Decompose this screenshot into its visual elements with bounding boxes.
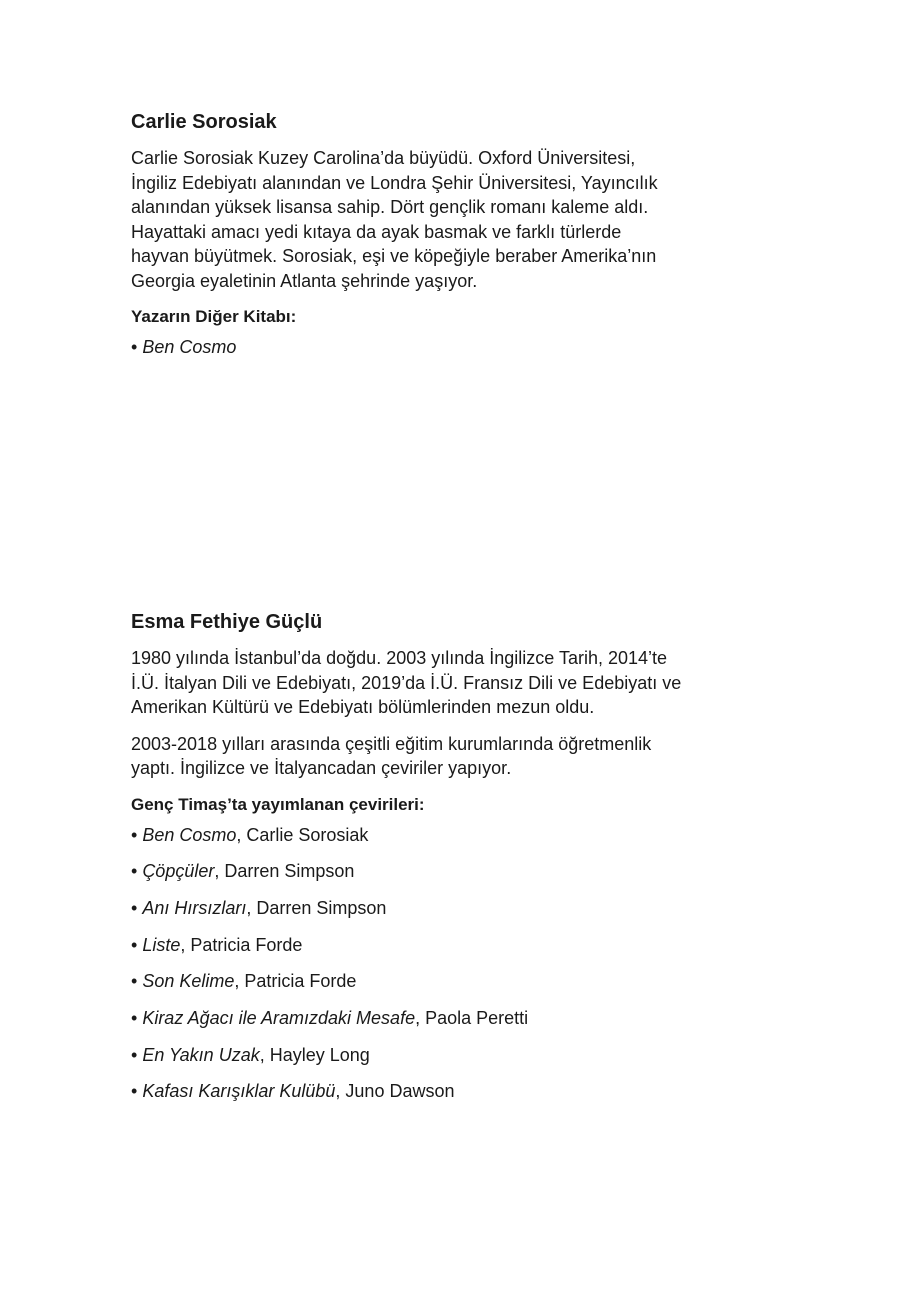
author-section — [131, 108, 811, 365]
author-name: Carlie Sorosiak — [131, 111, 277, 133]
list-item — [131, 1079, 811, 1103]
translator-bio-line: 1980 yılında İstanbul’da doğdu. 2003 yılında İngilizce Tarih, 2014’te — [131, 648, 668, 668]
list-item — [131, 859, 811, 883]
book-title: Kiraz Ağacı ile Aramızdaki Mesafe — [142, 1007, 416, 1028]
list-item — [131, 823, 811, 847]
list-item — [131, 1006, 811, 1030]
translator-bio-line: yaptı. İngilizce ve İtalyancadan çeviriler yapıyor. — [131, 758, 512, 778]
book-author: , Darren Simpson — [246, 897, 387, 918]
translations-heading: Genç Timaş’ta yayımlanan çevirileri: — [131, 794, 425, 814]
other-books-heading: Yazarın Diğer Kitabı: — [131, 307, 297, 326]
author-bio-line: İngiliz Edebiyatı alanından ve Londra Şehir Üniversitesi, Yayıncılık — [131, 172, 658, 193]
list-item — [131, 335, 811, 359]
list-item — [131, 896, 811, 920]
bullet: • — [131, 824, 143, 845]
book-title: Kafası Karışıklar Kulübü — [142, 1081, 336, 1102]
author-bio-line: Hayattaki amacı yedi kıtaya da ayak basmak ve farklı türlerde — [131, 221, 622, 242]
book-author: , Patricia Forde — [234, 971, 357, 992]
book-author: , Carlie Sorosiak — [236, 824, 369, 845]
bullet: • — [131, 1081, 143, 1102]
bullet: • — [131, 1007, 143, 1028]
bullet: • — [131, 971, 143, 992]
translator-bio-line: 2003-2018 yılları arasında çeşitli eğitim kurumlarında öğretmenlik — [131, 733, 652, 754]
author-bio-line: alanından yüksek lisansa sahip. Dört gençlik romanı kaleme aldı. — [131, 197, 649, 217]
book-title: Liste — [142, 934, 181, 955]
translator-name: Esma Fethiye Güçlü — [131, 611, 323, 633]
other-books-list — [131, 335, 811, 359]
bullet: • — [131, 337, 143, 357]
book-title: Ben Cosmo — [142, 824, 237, 845]
bullet: • — [131, 934, 143, 955]
translator-bio-line: İ.Ü. İtalyan Dili ve Edebiyatı, 2019’da İ.Ü. Fransız Dili ve Edebiyatı ve — [131, 672, 682, 693]
list-item — [131, 969, 811, 993]
translator-bio-paragraph-2 — [131, 732, 811, 781]
book-title: Son Kelime — [142, 971, 235, 992]
translator-bio-paragraph-1 — [131, 646, 811, 720]
book-author: , Patricia Forde — [180, 934, 303, 955]
book-author: , Darren Simpson — [214, 861, 355, 882]
author-bio-line: Carlie Sorosiak Kuzey Carolina’da büyüdü. Oxford Üniversitesi, — [131, 148, 636, 168]
author-bio-line: Georgia eyaletinin Atlanta şehrinde yaşıyor. — [131, 270, 478, 291]
book-title: Ben Cosmo — [142, 337, 237, 357]
list-item — [131, 1043, 811, 1067]
book-author: , Paola Peretti — [415, 1007, 529, 1028]
book-title: Anı Hırsızları — [142, 897, 247, 918]
book-title: Çöpçüler — [142, 861, 215, 882]
book-author: , Hayley Long — [259, 1044, 370, 1065]
bullet: • — [131, 1044, 143, 1065]
list-item — [131, 933, 811, 957]
author-bio-line: hayvan büyütmek. Sorosiak, eşi ve köpeğiyle beraber Amerika’nın — [131, 246, 657, 266]
book-author: , Juno Dawson — [335, 1081, 455, 1102]
book-title: En Yakın Uzak — [142, 1044, 260, 1065]
bullet: • — [131, 897, 143, 918]
translator-section — [131, 608, 811, 1116]
translator-bio-line: Amerikan Kültürü ve Edebiyatı bölümlerinden mezun oldu. — [131, 697, 595, 717]
translations-list — [131, 823, 811, 1104]
bullet: • — [131, 861, 143, 882]
author-bio — [131, 146, 811, 293]
